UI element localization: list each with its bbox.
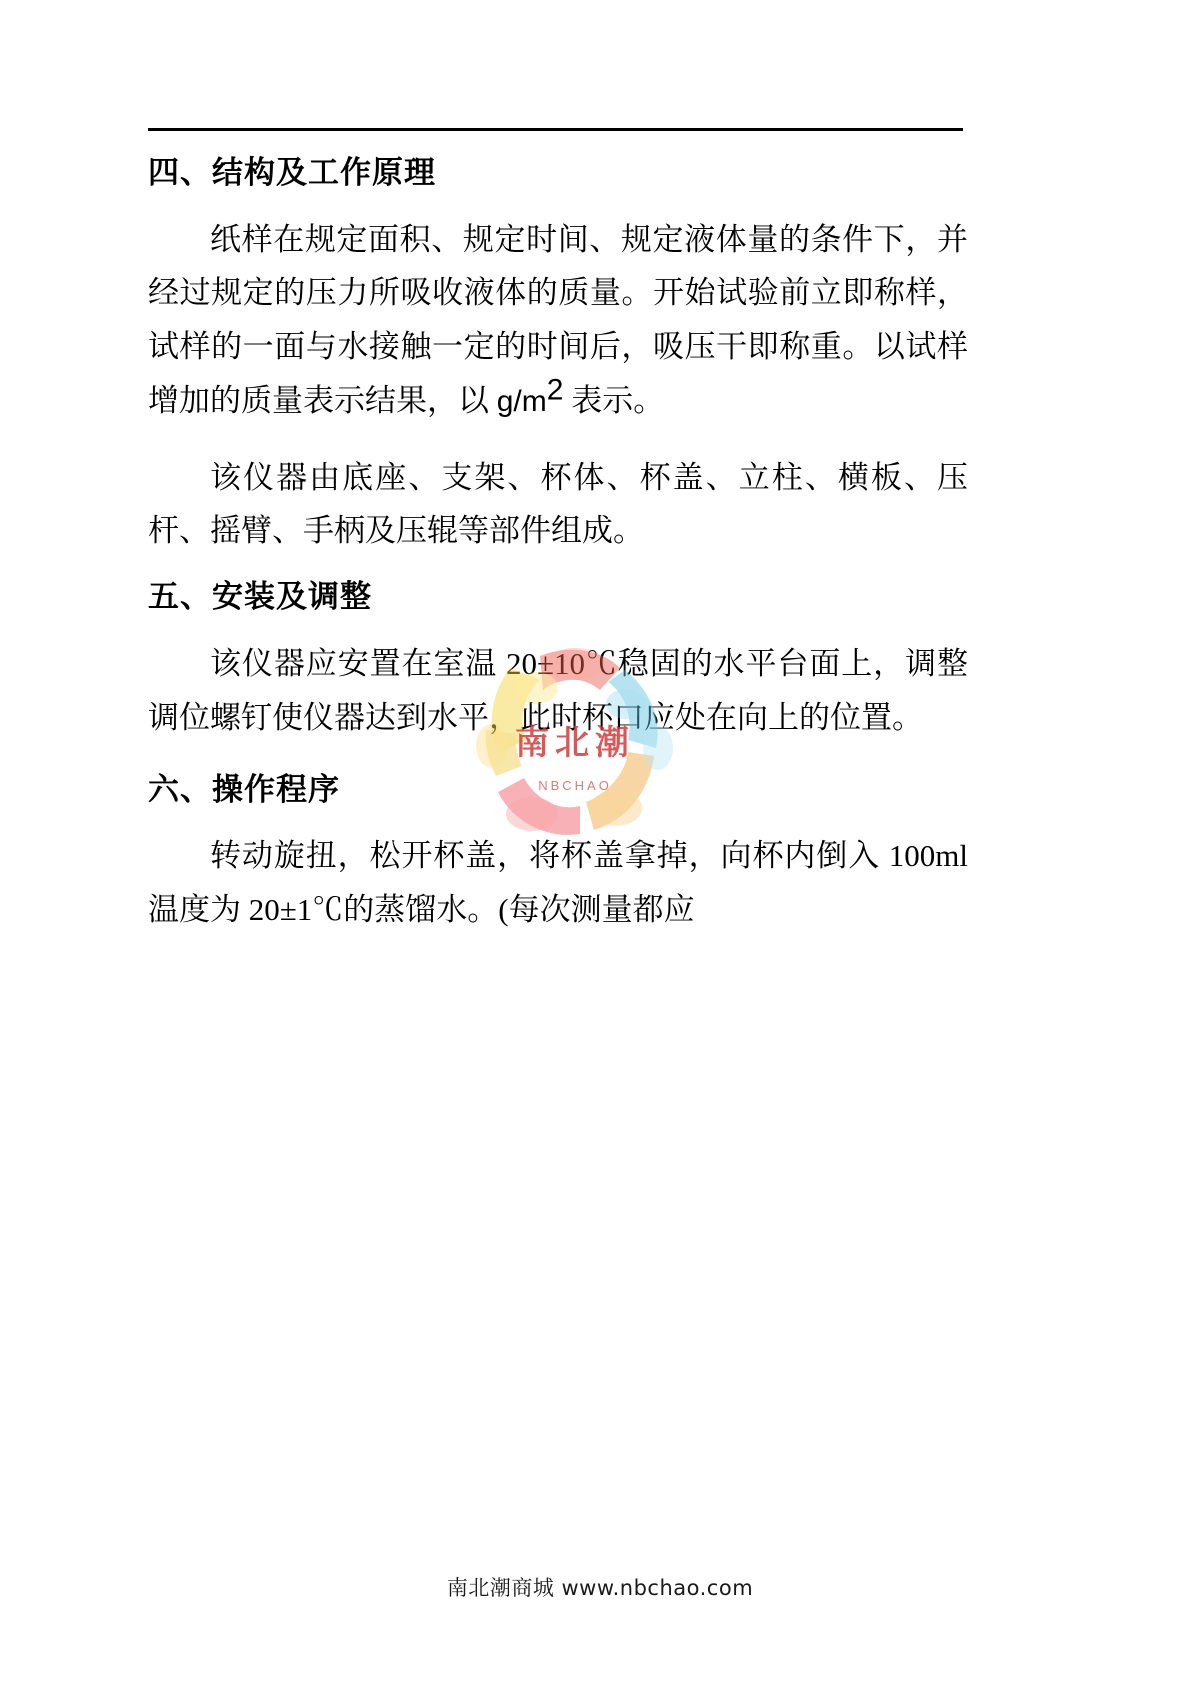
spacer <box>148 745 968 767</box>
paragraph-principle-part-b: 表示。 <box>563 383 665 419</box>
paragraph-installation: 该仪器应安置在室温 20±10℃稳固的水平台面上，调整调位螺钉使仪器达到水平，此时杯口应处在向上的位置。 <box>148 645 968 735</box>
section-heading-six: 六、操作程序 <box>148 771 340 808</box>
spacer <box>148 813 968 829</box>
paragraph-principle-part-a: 纸样在规定面积、规定时间、规定液体量的条件下，并经过规定的压力所吸收液体的质量。开始试验前立即称样，试样的一面与水接触一定的时间后，吸压干即称重。以试样增加的质量表示结果，以 <box>148 221 968 419</box>
spacer <box>148 558 968 574</box>
unit-gsm: g/m <box>496 385 547 419</box>
page-footer: 南北潮商城 www.nbchao.com <box>446 1576 754 1600</box>
watermark-brand-cn: 南北潮 <box>515 723 635 763</box>
watermark-brand-en: NBCHAO <box>538 778 612 793</box>
header-rule <box>148 128 963 131</box>
spacer <box>148 621 968 637</box>
spacer <box>148 429 968 451</box>
paragraph-components: 该仪器由底座、支架、杯体、杯盖、立柱、横板、压杆、摇臂、手柄及压辊等部件组成。 <box>148 459 968 549</box>
spacer <box>148 197 968 213</box>
section-heading-four: 四、结构及工作原理 <box>148 155 436 191</box>
document-body <box>148 150 968 937</box>
unit-gsm-exponent: 2 <box>546 373 564 407</box>
paragraph-operation: 转动旋扭，松开杯盖，将杯盖拿掉，向杯内倒入 100ml 温度为 20±1℃的蒸馏水。(每次测量都应 <box>148 838 968 928</box>
section-heading-five: 五、安装及调整 <box>148 579 372 616</box>
paragraph-principle <box>148 213 968 429</box>
